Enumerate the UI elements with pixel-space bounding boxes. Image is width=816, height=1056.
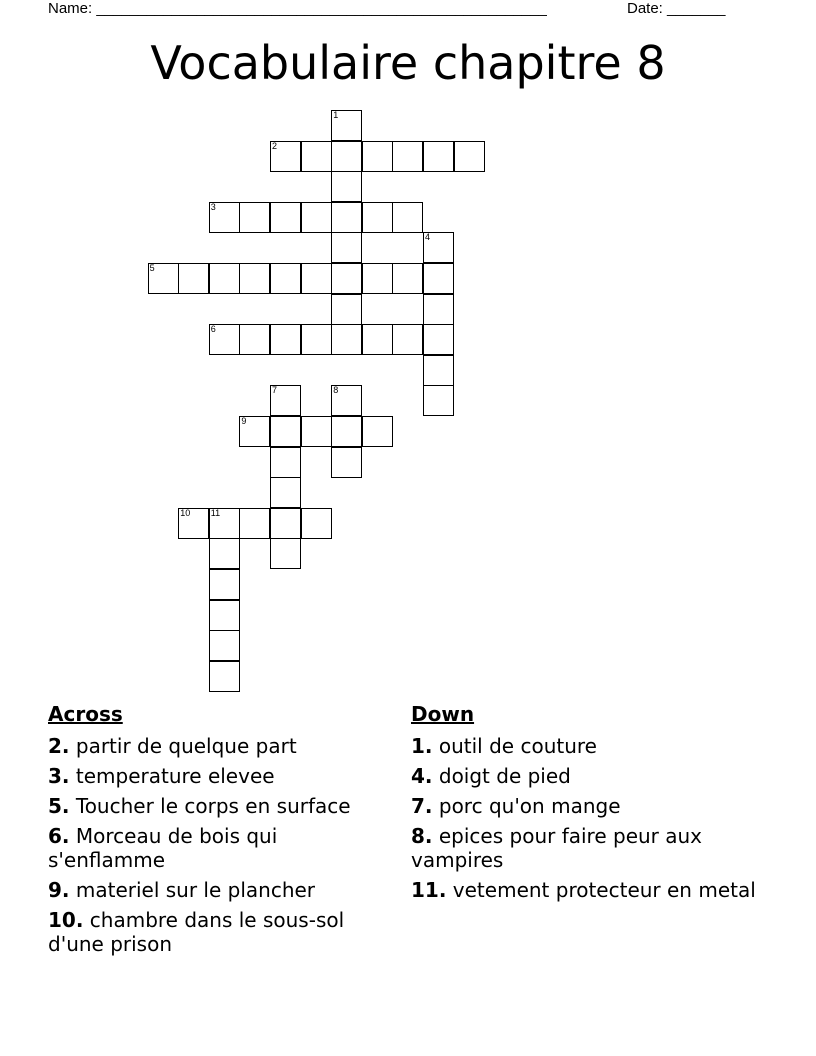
across-clues [48, 700, 383, 962]
crossword-cell[interactable] [331, 324, 362, 355]
crossword-cell[interactable] [331, 171, 362, 202]
clue-number-label: 11. [411, 878, 447, 902]
clue-number: 2 [272, 140, 278, 151]
crossword-cell[interactable] [423, 232, 454, 263]
crossword-cell[interactable] [270, 508, 301, 539]
clue-number: 8 [333, 385, 339, 396]
clue-item [411, 824, 756, 872]
clue-text: vetement protecteur en metal [446, 878, 756, 902]
clue-item [48, 764, 383, 788]
clue-number-label: 5. [48, 794, 70, 818]
clue-number-label: 9. [48, 878, 70, 902]
crossword-cell[interactable] [362, 416, 393, 447]
clue-number: 10 [180, 507, 191, 518]
clue-number: 11 [210, 507, 221, 518]
crossword-cell[interactable] [209, 600, 240, 631]
crossword-cell[interactable] [178, 508, 209, 539]
down-clue-list [411, 734, 756, 902]
crossword-cell[interactable] [209, 630, 240, 661]
clue-number: 7 [272, 385, 278, 396]
clue-item [411, 794, 756, 818]
clue-number-label: 6. [48, 824, 70, 848]
clue-item [48, 734, 383, 758]
clue-text: outil de couture [432, 734, 597, 758]
clue-text: Morceau de bois qui s'enflamme [48, 824, 278, 872]
clue-text: chambre dans le sous-sol d'une prison [48, 908, 345, 956]
crossword-cell[interactable] [331, 294, 362, 325]
clue-number: 6 [210, 324, 216, 335]
crossword-cell[interactable] [423, 385, 454, 416]
clue-number-label: 4. [411, 764, 433, 788]
crossword-cell[interactable] [362, 202, 393, 233]
clue-item [411, 764, 756, 788]
crossword-cell[interactable] [301, 324, 332, 355]
crossword-cell[interactable] [270, 538, 301, 569]
crossword-cell[interactable] [239, 263, 270, 294]
crossword-cell[interactable] [454, 141, 485, 172]
crossword-cell[interactable] [301, 508, 332, 539]
crossword-cell[interactable] [270, 385, 301, 416]
clue-text: doigt de pied [432, 764, 571, 788]
crossword-cell[interactable] [209, 324, 240, 355]
crossword-cell[interactable] [270, 324, 301, 355]
crossword-cell[interactable] [423, 263, 454, 294]
clue-text: porc qu'on mange [432, 794, 621, 818]
down-clues [411, 700, 756, 908]
clue-number: 5 [149, 263, 155, 273]
crossword-cell[interactable] [178, 263, 209, 294]
clue-text: temperature elevee [69, 764, 275, 788]
crossword-cell[interactable] [331, 447, 362, 478]
crossword-cell[interactable] [392, 324, 423, 355]
crossword-cell[interactable] [331, 416, 362, 447]
clue-number-label: 1. [411, 734, 433, 758]
crossword-cell[interactable] [362, 324, 393, 355]
clue-item [411, 734, 756, 758]
clue-item [411, 878, 756, 902]
clue-number: 9 [241, 416, 247, 426]
crossword-cell[interactable] [331, 110, 362, 141]
crossword-cell[interactable] [331, 202, 362, 233]
crossword-cell[interactable] [301, 202, 332, 233]
clue-number-label: 2. [48, 734, 70, 758]
clue-number-label: 7. [411, 794, 433, 818]
crossword-cell[interactable] [148, 263, 179, 294]
crossword-cell[interactable] [209, 661, 240, 692]
clue-number-label: 8. [411, 824, 433, 848]
crossword-cell[interactable] [423, 355, 454, 386]
crossword-cell[interactable] [362, 141, 393, 172]
crossword-cell[interactable] [209, 538, 240, 569]
crossword-cell[interactable] [331, 263, 362, 294]
clue-text: epices pour faire peur aux vampires [411, 824, 703, 872]
clue-number: 4 [425, 232, 431, 243]
crossword-cell[interactable] [301, 141, 332, 172]
clue-number: 3 [210, 201, 216, 212]
crossword-cell[interactable] [209, 508, 240, 539]
crossword-cell[interactable] [270, 416, 301, 447]
crossword-cell[interactable] [209, 569, 240, 600]
name-field-label: Name: ______________________________________________________ [48, 0, 547, 17]
crossword-cell[interactable] [423, 324, 454, 355]
across-heading: Across [48, 702, 123, 726]
crossword-cell[interactable] [392, 263, 423, 294]
across-clue-list [48, 734, 383, 956]
down-heading: Down [411, 702, 475, 726]
crossword-cell[interactable] [423, 294, 454, 325]
clue-text: Toucher le corps en surface [69, 794, 351, 818]
clue-number: 1 [333, 110, 339, 120]
crossword-cell[interactable] [423, 141, 454, 172]
crossword-cell[interactable] [270, 263, 301, 294]
clue-item [48, 824, 383, 872]
crossword-cell[interactable] [270, 141, 301, 172]
clue-item [48, 794, 383, 818]
crossword-cell[interactable] [331, 385, 362, 416]
crossword-cell[interactable] [362, 263, 393, 294]
crossword-cell[interactable] [239, 202, 270, 233]
clue-item [48, 878, 383, 902]
date-field-label: Date: _______ [627, 0, 726, 17]
crossword-cell[interactable] [392, 202, 423, 233]
crossword-cell[interactable] [331, 141, 362, 172]
clue-number-label: 10. [48, 908, 84, 932]
clue-item [48, 908, 383, 956]
crossword-cell[interactable] [301, 263, 332, 294]
crossword-cell[interactable] [239, 508, 270, 539]
page-title: Vocabulaire chapitre 8 [150, 36, 666, 90]
crossword-cell[interactable] [270, 447, 301, 478]
clue-number-label: 3. [48, 764, 70, 788]
crossword-cell[interactable] [301, 416, 332, 447]
crossword-cell[interactable] [270, 202, 301, 233]
crossword-cell[interactable] [239, 324, 270, 355]
crossword-cell[interactable] [270, 477, 301, 508]
crossword-cell[interactable] [392, 141, 423, 172]
crossword-cell[interactable] [209, 202, 240, 233]
clue-text: materiel sur le plancher [69, 878, 316, 902]
crossword-cell[interactable] [331, 232, 362, 263]
crossword-cell[interactable] [239, 416, 270, 447]
crossword-cell[interactable] [209, 263, 240, 294]
clue-text: partir de quelque part [69, 734, 297, 758]
